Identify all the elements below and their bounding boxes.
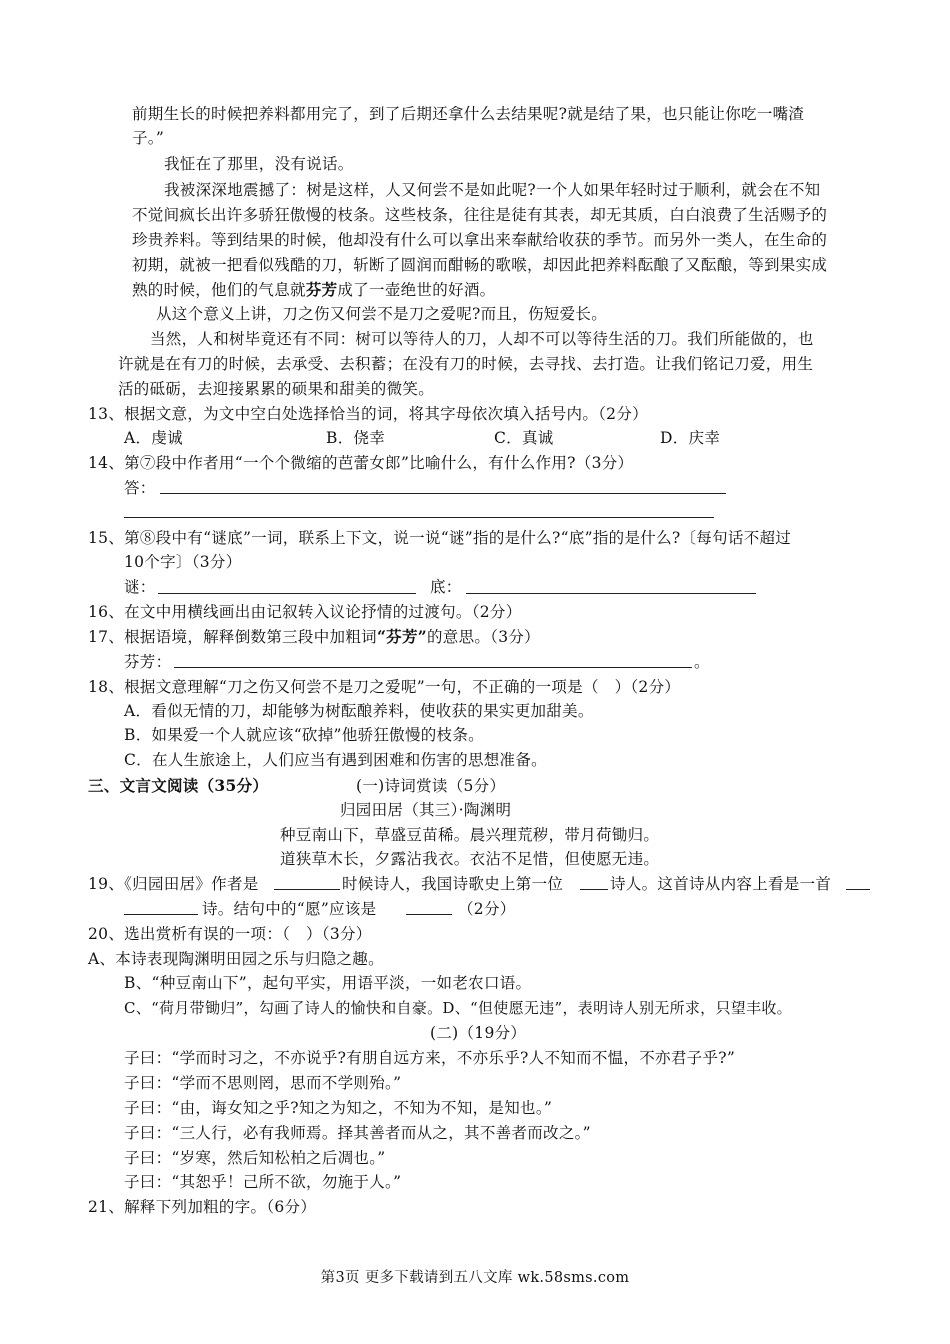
passage-p3-line4: 初期，就被一把看似残酷的刀，斩断了圆润而酣畅的歌喉，却因此把养料酝酿了又酝酿，等到果实成 <box>132 256 828 274</box>
passage-p3-line3: 珍贵养料。等到结果的时候，他却没有什么可以拿出来奉献给收获的季节。而另外一类人，在生命的 <box>132 231 828 249</box>
analects-quote-4: 子曰：“三人行，必有我师焉。择其善者而从之，其不善者而改之。” <box>124 1124 591 1142</box>
poem-line-2: 道狭草木长，夕露沾我衣。衣沾不足惜，但使愿无违。 <box>280 850 660 868</box>
passage-p5-line1: 当然，人和树毕竟还有不同：树可以等待人的刀，人却不可以等待生活的刀。我们所能做的，也 <box>150 330 814 348</box>
question-19-part-a: 19、《归园田居》作者是 <box>88 875 259 893</box>
question-13-option-a: A．虔诚 <box>124 429 183 447</box>
question-19-part-d: 诗。结句中的“愿”应该是 <box>202 900 377 918</box>
question-20-stem: 20、选出赏析有误的一项：（ ）（3分） <box>88 925 372 943</box>
question-14-answer-line-2[interactable] <box>124 517 714 518</box>
question-15-stem-line1: 15、第⑧段中有“谜底”一词，联系上下文，说一说“谜”指的是什么?“底”指的是什么?〔每句话不超过 <box>88 529 792 547</box>
passage-p3-line2: 不觉间疯长出许多骄狂傲慢的枝条。这些枝条，往往是徒有其表，却无其质，白白浪费了生活赐予的 <box>132 206 828 224</box>
analects-quote-2: 子曰：“学而不思则罔，思而不学则殆。” <box>124 1074 402 1092</box>
question-18-option-a: A．看似无情的刀，却能够为树酝酿养料，使收获的果实更加甜美。 <box>124 702 594 720</box>
analects-quote-6: 子曰：“其恕乎！己所不欲，勿施于人。” <box>124 1173 402 1191</box>
question-18-stem: 18、根据文意理解“刀之伤又何尝不是刀之爱呢”一句，不正确的一项是（ ）（2分） <box>88 678 681 696</box>
page-footer: 第3页 更多下载请到五八文库 wk.58sms.com <box>320 1270 630 1286</box>
question-19-part-e: （2分） <box>458 900 516 918</box>
passage-p3-line5 <box>132 280 495 300</box>
question-14-stem: 14、第⑦段中作者用“一个个微缩的芭蕾女郎”比喻什么，有什么作用?（3分） <box>88 454 634 472</box>
passage-p1-line1: 前期生长的时候把养料都用完了，到了后期还拿什么去结果呢?就是结了果，也只能让你吃一嘴渣 <box>132 105 805 123</box>
question-15-mi-answer-line[interactable] <box>158 593 416 594</box>
bold-word-fenfang: 芬芳 <box>305 280 338 299</box>
passage-p5-line3: 活的砥砺，去迎接累累的硕果和甜美的微笑。 <box>118 380 435 398</box>
question-19-blank-2[interactable] <box>580 889 608 890</box>
section-3-sub2: (二)（19分） <box>430 1024 527 1042</box>
passage-p3-line5-c: 成了一壶绝世的好酒。 <box>337 281 496 299</box>
question-17-answer-label: 芬芳： <box>124 653 172 671</box>
question-20-option-cd: C、“荷月带锄归”，勾画了诗人的愉快和自豪。D、“但使愿无违”，表明诗人别无所求，只望丰收。 <box>124 999 792 1017</box>
question-14-answer-label: 答： <box>124 479 156 497</box>
question-17-answer-line[interactable] <box>174 667 692 668</box>
question-13-option-c: C．真诚 <box>494 429 554 447</box>
question-15-di-answer-line[interactable] <box>466 593 756 594</box>
question-13-stem: 13、根据文意，为文中空白处选择恰当的词，将其字母依次填入括号内。（2分） <box>88 405 648 423</box>
question-21-stem: 21、解释下列加粗的字。（6分） <box>88 1198 317 1216</box>
question-19-blank-1[interactable] <box>274 889 340 890</box>
poem-line-1: 种豆南山下，草盛豆苗稀。晨兴理荒秽，带月荷锄归。 <box>280 826 660 844</box>
question-13-option-b: B．侥幸 <box>326 429 386 447</box>
analects-quote-3: 子曰：“由，诲女知之乎?知之为知之，不知为不知，是知也。” <box>124 1099 553 1117</box>
question-15-mi-label: 谜： <box>124 578 156 596</box>
passage-p2: 我怔在了那里，没有说话。 <box>164 155 354 173</box>
question-15-stem-line2: 10个字〕（3分） <box>124 553 242 571</box>
question-19-blank-4[interactable] <box>406 914 452 915</box>
poem-title: 归园田居（其三）·陶渊明 <box>340 801 512 819</box>
question-17-stem-c: 的意思。（3分） <box>426 628 540 646</box>
passage-p1-line2: 子。” <box>132 129 165 147</box>
question-19-blank-3a[interactable] <box>846 889 870 890</box>
section-3-title: 三、文言文阅读（35分） <box>88 776 269 795</box>
analects-quote-1: 子曰：“学而时习之，不亦说乎?有朋自远方来，不亦乐乎?人不知而不愠，不亦君子乎?” <box>124 1049 736 1067</box>
question-14-answer-line-1[interactable] <box>160 493 726 494</box>
question-19-part-c: 诗人。这首诗从内容上看是一首 <box>610 875 832 893</box>
question-17-bold-word: “芬芳” <box>376 627 427 646</box>
question-18-option-b: B．如果爱一个人就应该“砍掉”他骄狂傲慢的枝条。 <box>124 726 484 744</box>
question-19-part-b: 时候诗人，我国诗歌史上第一位 <box>342 875 564 893</box>
question-19-blank-3b[interactable] <box>124 914 198 915</box>
question-17-stem <box>88 627 540 647</box>
question-20-option-a: A、本诗表现陶渊明田园之乐与归隐之趣。 <box>88 950 384 968</box>
passage-p5-line2: 许就是在有刀的时候，去承受、去积蓄；在没有刀的时候，去寻找、去打造。让我们铭记刀爱，用生 <box>118 355 814 373</box>
question-17-answer-end: 。 <box>694 653 710 671</box>
question-15-di-label: 底： <box>430 578 462 596</box>
question-20-option-b: B、“种豆南山下”，起句平实，用语平淡，一如老农口语。 <box>124 974 532 992</box>
passage-p4: 从这个意义上讲，刀之伤又何尝不是刀之爱呢?而且，伤短爱长。 <box>156 305 608 323</box>
analects-quote-5: 子曰：“岁寒，然后知松柏之后凋也。” <box>124 1149 386 1167</box>
question-16-stem: 16、在文中用横线画出由记叙转入议论抒情的过渡句。（2分） <box>88 603 522 621</box>
question-13-option-d: D．庆幸 <box>660 429 721 447</box>
question-17-stem-a: 17、根据语境，解释倒数第三段中加粗词 <box>88 628 377 646</box>
passage-p3-line1: 我被深深地震撼了：树是这样，人又何尝不是如此呢?一个人如果年轻时过于顺利，就会在不知 <box>164 181 821 199</box>
question-18-option-c: C．在人生旅途上，人们应当有遇到困难和伤害的思想准备。 <box>124 751 547 769</box>
passage-p3-line5-a: 熟的时候，他们的气息就 <box>132 281 306 299</box>
section-3-sub1: (一)诗词赏读（5分） <box>356 777 506 795</box>
